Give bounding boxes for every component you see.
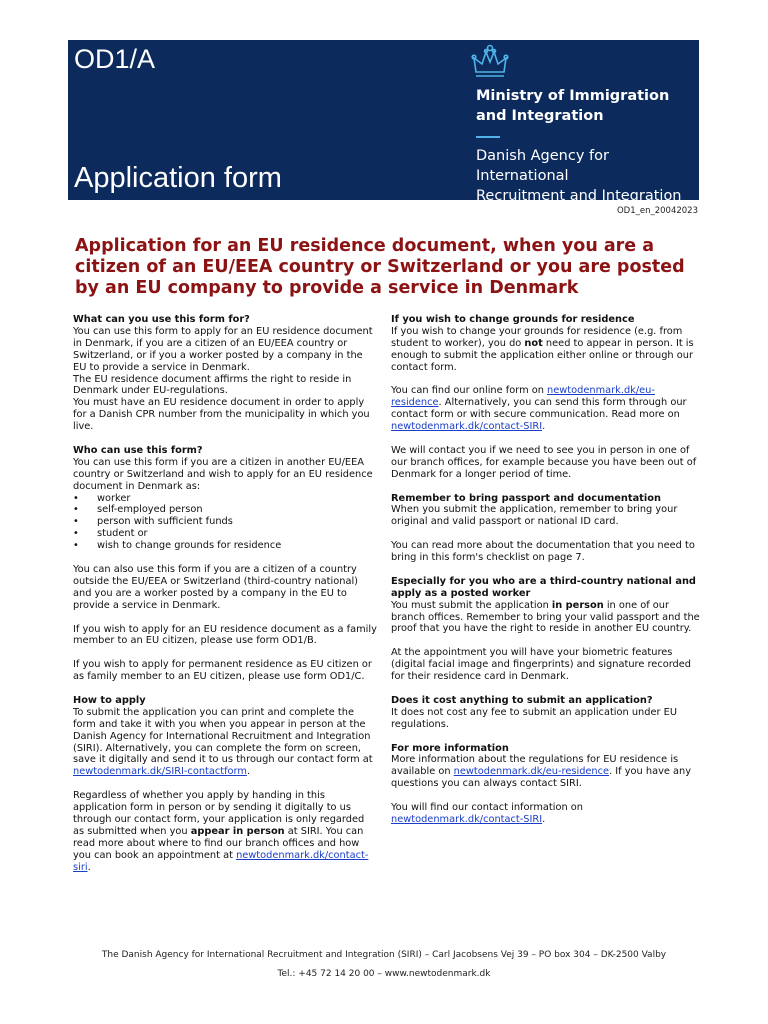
right-column [391,314,701,838]
section-title: For more information [391,742,509,754]
paragraph [391,385,701,433]
emphasis: appear in person [190,825,285,837]
text: . [542,813,546,825]
section-who [73,445,378,683]
paragraph: The EU residence document affirms the right to reside in Denmark under EU-regulations. [73,373,352,397]
section-title: Who can use this form? [73,444,203,456]
text: need to appear in person. It is enough to submit the application either online or through our contact form. [391,337,694,373]
emphasis: in person [551,599,604,611]
ministry-line-2: and Integration [476,108,604,124]
list-item: • student or [73,528,378,540]
list-item: • person with sufficient funds [73,516,378,528]
list-item: • wish to change grounds for residence [73,540,378,552]
section-change-grounds [391,314,701,481]
list-item: • self-employed person [73,504,378,516]
paragraph: When you submit the application, remember to bring your original and valid passport or national ID card. [391,504,678,528]
paragraph: You can use this form if you are a citizen in another EU/EEA country or Switzerland and wish to apply for an EU residence document in Denmark as: [73,456,373,492]
paragraph: You can use this form to apply for an EU residence document in Denmark, if you are a citizen of an EU/EEA country or Switzerland, or if you a worker posted by a company in the EU to provide a service in Denmark. [73,325,373,373]
paragraph: You can read more about the documentation that you need to bring in this form's checklist on page 7. [391,540,695,564]
agency-name [476,146,699,206]
text: You must submit the application [391,599,552,611]
header-banner [68,40,699,204]
footer-address: The Danish Agency for International Recruitment and Integration (SIRI) – Carl Jacobsens Vej 39 – PO box 304 – DK-2500 Valby [101,950,667,960]
document-reference: OD1_en_20042023 [616,206,698,216]
royal-crown-icon [470,42,510,82]
text: More information about the regulations for EU residence is available on [391,754,679,778]
section-title: If you wish to change grounds for residence [391,314,635,325]
text: If you wish to change your grounds for residence (e.g. from student to worker), you do [391,325,683,349]
text: To submit the application you can print and complete the form and take it with you when you appear in person at the Danish Agency for International Recruitment and Integration (SIRI). Alternatively, you can complete the form on screen, save it digitally and send it to us through our contact form at [73,706,373,766]
section-more-info [391,743,701,826]
text: in one of our branch offices. Remember to bring your valid passport and the proof that you have the right to reside in another EU country. [391,599,700,635]
contact-siri-link[interactable]: newtodenmark.dk/contact-SIRI [391,421,543,433]
form-code: OD1/A [74,44,156,74]
text: at SIRI. You can read more about where to find our branch offices and how you can book an appointment at [73,825,364,861]
paragraph [391,326,701,374]
section-title: Especially for you who are a third-country national and apply as a posted worker [391,575,696,599]
section-title: How to apply [73,694,146,706]
paragraph [391,600,701,636]
text: Regardless of whether you apply by handing in this application form in person or by sending it digitally to us through our contact form, your application is only regarded as submitted when you [73,790,365,837]
text: . [87,861,91,873]
ministry-name [476,86,669,126]
list-item: • worker [73,493,378,505]
text: You can find our online form on [391,385,548,397]
contact-siri-link[interactable]: newtodenmark.dk/contact-siri [73,849,369,873]
section-cost [391,695,701,731]
text: . [246,766,251,778]
paragraph: We will contact you if we need to see you in person in one of our branch offices, for example because you have been out of Denmark for a longer period of time. [391,444,697,480]
page-title: Application for an EU residence document, when you are a citizen of an EU/EEA country or Switzerland or you are posted by an EU company to provide a service in Denmark [75,236,685,298]
paragraph: You must have an EU residence document in order to apply for a Danish CPR number from the municipality in which you live. [73,397,370,433]
paragraph [391,802,701,826]
emphasis: not [524,337,543,349]
logo-divider [476,136,500,138]
section-title: What can you use this form for? [73,314,250,325]
ministry-line-1: Ministry of Immigration [476,88,670,104]
agency-line-2: Recruitment and Integration [476,188,682,204]
text: . If you have any questions you can always contact SIRI. [391,766,692,790]
paragraph: At the appointment you will have your biometric features (digital facial image and fingerprints) and signature recorded for their residence card in Denmark. [391,647,692,683]
section-title: Does it cost anything to submit an application? [391,694,653,706]
section-passport [391,493,701,564]
paragraph [391,754,701,790]
eu-residence-link[interactable]: newtodenmark.dk/eu-residence [391,385,655,409]
paragraph: It does not cost any fee to submit an application under EU regulations. [391,706,677,730]
contact-form-link[interactable]: newtodenmark.dk/SIRI-contactform [73,766,247,778]
text: . [542,421,546,433]
section-third-country [391,576,701,683]
eu-residence-link[interactable]: newtodenmark.dk/eu-residence [453,766,610,778]
section-title: Remember to bring passport and documentation [391,492,661,504]
paragraph: You can also use this form if you are a citizen of a country outside the EU/EEA or Switzerland (third-country national) and you are a worker posted by a company in the EU to provide a service in Denmark. [73,564,358,611]
agency-line-1: Danish Agency for International [476,148,609,184]
form-title: Application form [74,162,282,194]
section-what [73,314,378,433]
text: You will find our contact information on [391,802,583,814]
footer-contact: Tel.: +45 72 14 20 00 – www.newtodenmark.dk [277,969,491,979]
paragraph: If you wish to apply for permanent residence as EU citizen or as family member to an EU citizen, please use form OD1/C. [73,659,372,683]
left-column [73,314,378,885]
section-how [73,695,378,874]
paragraph [73,707,378,778]
paragraph: If you wish to apply for an EU residence document as a family member to an EU citizen, please use form OD1/B. [73,623,377,647]
contact-siri-link[interactable]: newtodenmark.dk/contact-SIRI [391,813,543,825]
paragraph [73,790,378,873]
text: . Alternatively, you can send this form through our contact form or with secure communication. Read more on [391,397,687,421]
eligibility-list [73,493,378,553]
